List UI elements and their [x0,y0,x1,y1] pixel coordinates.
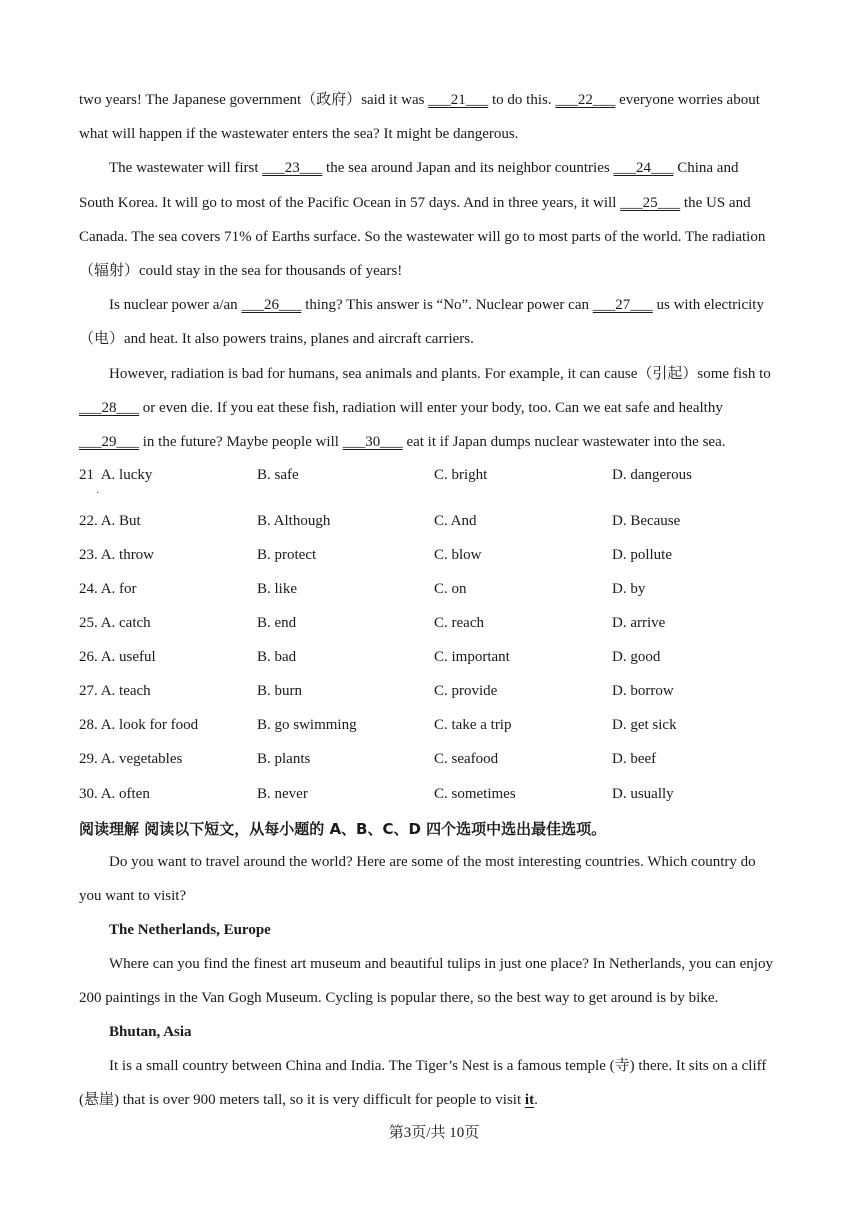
option-d [612,681,674,701]
option-a [79,465,152,485]
option-c [434,465,487,485]
blank-number: ___26___ [241,297,302,313]
option-text: C. on [434,581,467,597]
passage-text: The wastewater will first [109,160,263,176]
passage-line [109,295,764,315]
option-text: B. safe [257,467,299,483]
passage-text: everyone worries about [615,92,760,108]
option-text: C. bright [434,467,488,483]
passage-line [109,364,771,384]
option-text: B. burn [257,683,302,699]
option-text: D. get sick [612,717,677,733]
passage-text: us with electricity [652,297,764,313]
option-a [79,579,137,599]
passage-text: two years! The Japanese government（政府）said it was [79,92,429,108]
intro-line-1: Do you want to travel around the world? Here are some of the most interesting countries. Which country do [109,854,756,870]
option-a [79,784,150,804]
question-number: 24. [79,581,98,597]
option-c [434,681,497,701]
question-number: 27. [79,683,98,699]
passage-line [79,193,751,213]
option-text: A. look for food [100,717,199,733]
option-a [79,511,141,531]
option-text: B. like [257,581,297,597]
blank-number: ___22___ [555,92,616,108]
question-number: 25. [79,615,98,631]
option-d [612,465,692,485]
option-a [79,715,198,735]
option-text: C. take a trip [434,717,512,733]
bhutan-line-2-end: . [534,1092,538,1108]
blank-number: ___25___ [620,195,681,211]
option-text: D. good [612,649,661,665]
option-text: B. end [257,615,297,631]
question-number: 28. [79,717,98,733]
option-text: D. dangerous [612,467,692,483]
option-text: C. important [434,649,510,665]
option-a [79,681,151,701]
option-text: B. plants [257,751,311,767]
option-text: D. by [612,581,646,597]
passage-line [79,329,474,349]
passage-text: South Korea. It will go to most of the Pacific Ocean in 57 days. And in three years, it will [79,195,621,211]
passage-text: However, radiation is bad for humans, sea animals and plants. For example, it can cause（引起）some fish to [109,366,771,382]
option-c [434,545,482,565]
passage-text: the US and [680,195,751,211]
option-text: B. bad [257,649,297,665]
option-text: C. provide [434,683,498,699]
option-b [257,579,297,599]
passage-text: China and [673,160,739,176]
passage-line [79,432,726,452]
option-text: C. blow [434,547,482,563]
option-b [257,715,357,735]
passage-text: what will happen if the wastewater enters the sea? It might be dangerous. [79,126,519,142]
option-text: D. Because [612,513,681,529]
option-text: B. protect [257,547,317,563]
blank-number: ___24___ [613,160,674,176]
passage-line [109,158,738,178]
question-number: 21 [79,467,94,483]
passage-text: to do this. [488,92,556,108]
passage-text: （电）and heat. It also powers trains, planes and aircraft carriers. [79,331,474,347]
page-footer: 第3页/共 10页 [388,1125,480,1141]
option-d [612,579,645,599]
netherlands-heading: The Netherlands, Europe [109,922,271,938]
option-text: A. useful [100,649,156,665]
question-number: 23. [79,547,98,563]
option-b [257,681,302,701]
option-text: C. And [434,513,477,529]
option-text: C. seafood [434,751,499,767]
passage-line [79,124,518,144]
option-d [612,545,672,565]
option-c [434,647,510,667]
option-b [257,784,308,804]
option-text: D. pollute [612,547,672,563]
passage-text: in the future? Maybe people will [139,434,343,450]
option-d [612,749,656,769]
option-b [257,465,299,485]
option-text: D. usually [612,786,674,802]
option-text: C. sometimes [434,786,516,802]
option-c [434,749,498,769]
option-b [257,511,330,531]
option-a [79,749,182,769]
option-text: D. beef [612,751,657,767]
blank-number: ___23___ [262,160,323,176]
bhutan-line-1: It is a small country between China and India. The Tiger’s Nest is a famous temple (寺) there. It sits on a cliff [109,1058,767,1074]
option-a [79,613,151,633]
blank-number: ___29___ [79,434,139,450]
option-b [257,749,310,769]
option-text: D. borrow [612,683,674,699]
option-text: B. go swimming [257,717,357,733]
passage-text: the sea around Japan and its neighbor countries [322,160,614,176]
question-number: 26. [79,649,98,665]
option-text: B. Although [257,513,331,529]
option-b [257,545,316,565]
option-text: A. catch [100,615,151,631]
passage-text: eat it if Japan dumps nuclear wastewater into the sea. [402,434,726,450]
option-text: A. lucky [100,467,153,483]
passage-text: Is nuclear power a/an [109,297,242,313]
option-text: A. But [100,513,141,529]
blank-number: ___30___ [342,434,403,450]
passage-text: Canada. The sea covers 71% of Earths surface. So the wastewater will go to most parts of the world. The radiation [79,229,766,245]
stray-dot: · [96,488,100,499]
option-a [79,647,156,667]
option-d [612,715,677,735]
bhutan-heading: Bhutan, Asia [109,1024,192,1040]
netherlands-line-2: 200 paintings in the Van Gogh Museum. Cycling is popular there, so the best way to get around is by bike. [79,990,719,1006]
intro-line-2: you want to visit? [79,888,187,904]
option-d [612,647,660,667]
passage-line [79,90,760,110]
blank-number: ___28___ [79,400,139,416]
option-text: C. reach [434,615,484,631]
blank-number: ___27___ [592,297,653,313]
option-c [434,784,516,804]
option-text: A. for [100,581,137,597]
option-c [434,715,511,735]
option-d [612,784,674,804]
passage-line [79,227,765,247]
passage-text: thing? This answer is “No”. Nuclear power can [301,297,593,313]
option-d [612,613,665,633]
option-c [434,511,477,531]
option-text: A. vegetables [100,751,183,767]
passage-line [79,261,402,281]
bhutan-line-2-text: (悬崖) that is over 900 meters tall, so it is very difficult for people to visit [79,1092,525,1108]
option-text: B. never [257,786,308,802]
blank-number: ___21___ [428,92,489,108]
option-c [434,613,484,633]
option-b [257,647,296,667]
passage-text: or even die. If you eat these fish, radiation will enter your body, too. Can we eat safe and healthy [139,400,723,416]
option-d [612,511,680,531]
option-text: A. teach [100,683,151,699]
option-text: A. throw [100,547,155,563]
option-text: A. often [100,786,150,802]
passage-text: （辐射）could stay in the sea for thousands of years! [79,263,403,279]
section-heading: 阅读理解 阅读以下短文，从每小题的 A、B、C、D 四个选项中选出最佳选项。 [79,820,607,838]
question-number: 29. [79,751,98,767]
option-text: D. arrive [612,615,666,631]
option-c [434,579,467,599]
question-number: 22. [79,513,98,529]
option-b [257,613,296,633]
bhutan-line-2 [79,1090,538,1110]
question-number: 30. [79,786,98,802]
passage-line [79,398,723,418]
underlined-it: it [524,1092,535,1108]
option-a [79,545,154,565]
netherlands-line-1: Where can you find the finest art museum and beautiful tulips in just one place? In Netherlands, you can enjoy [109,956,773,972]
